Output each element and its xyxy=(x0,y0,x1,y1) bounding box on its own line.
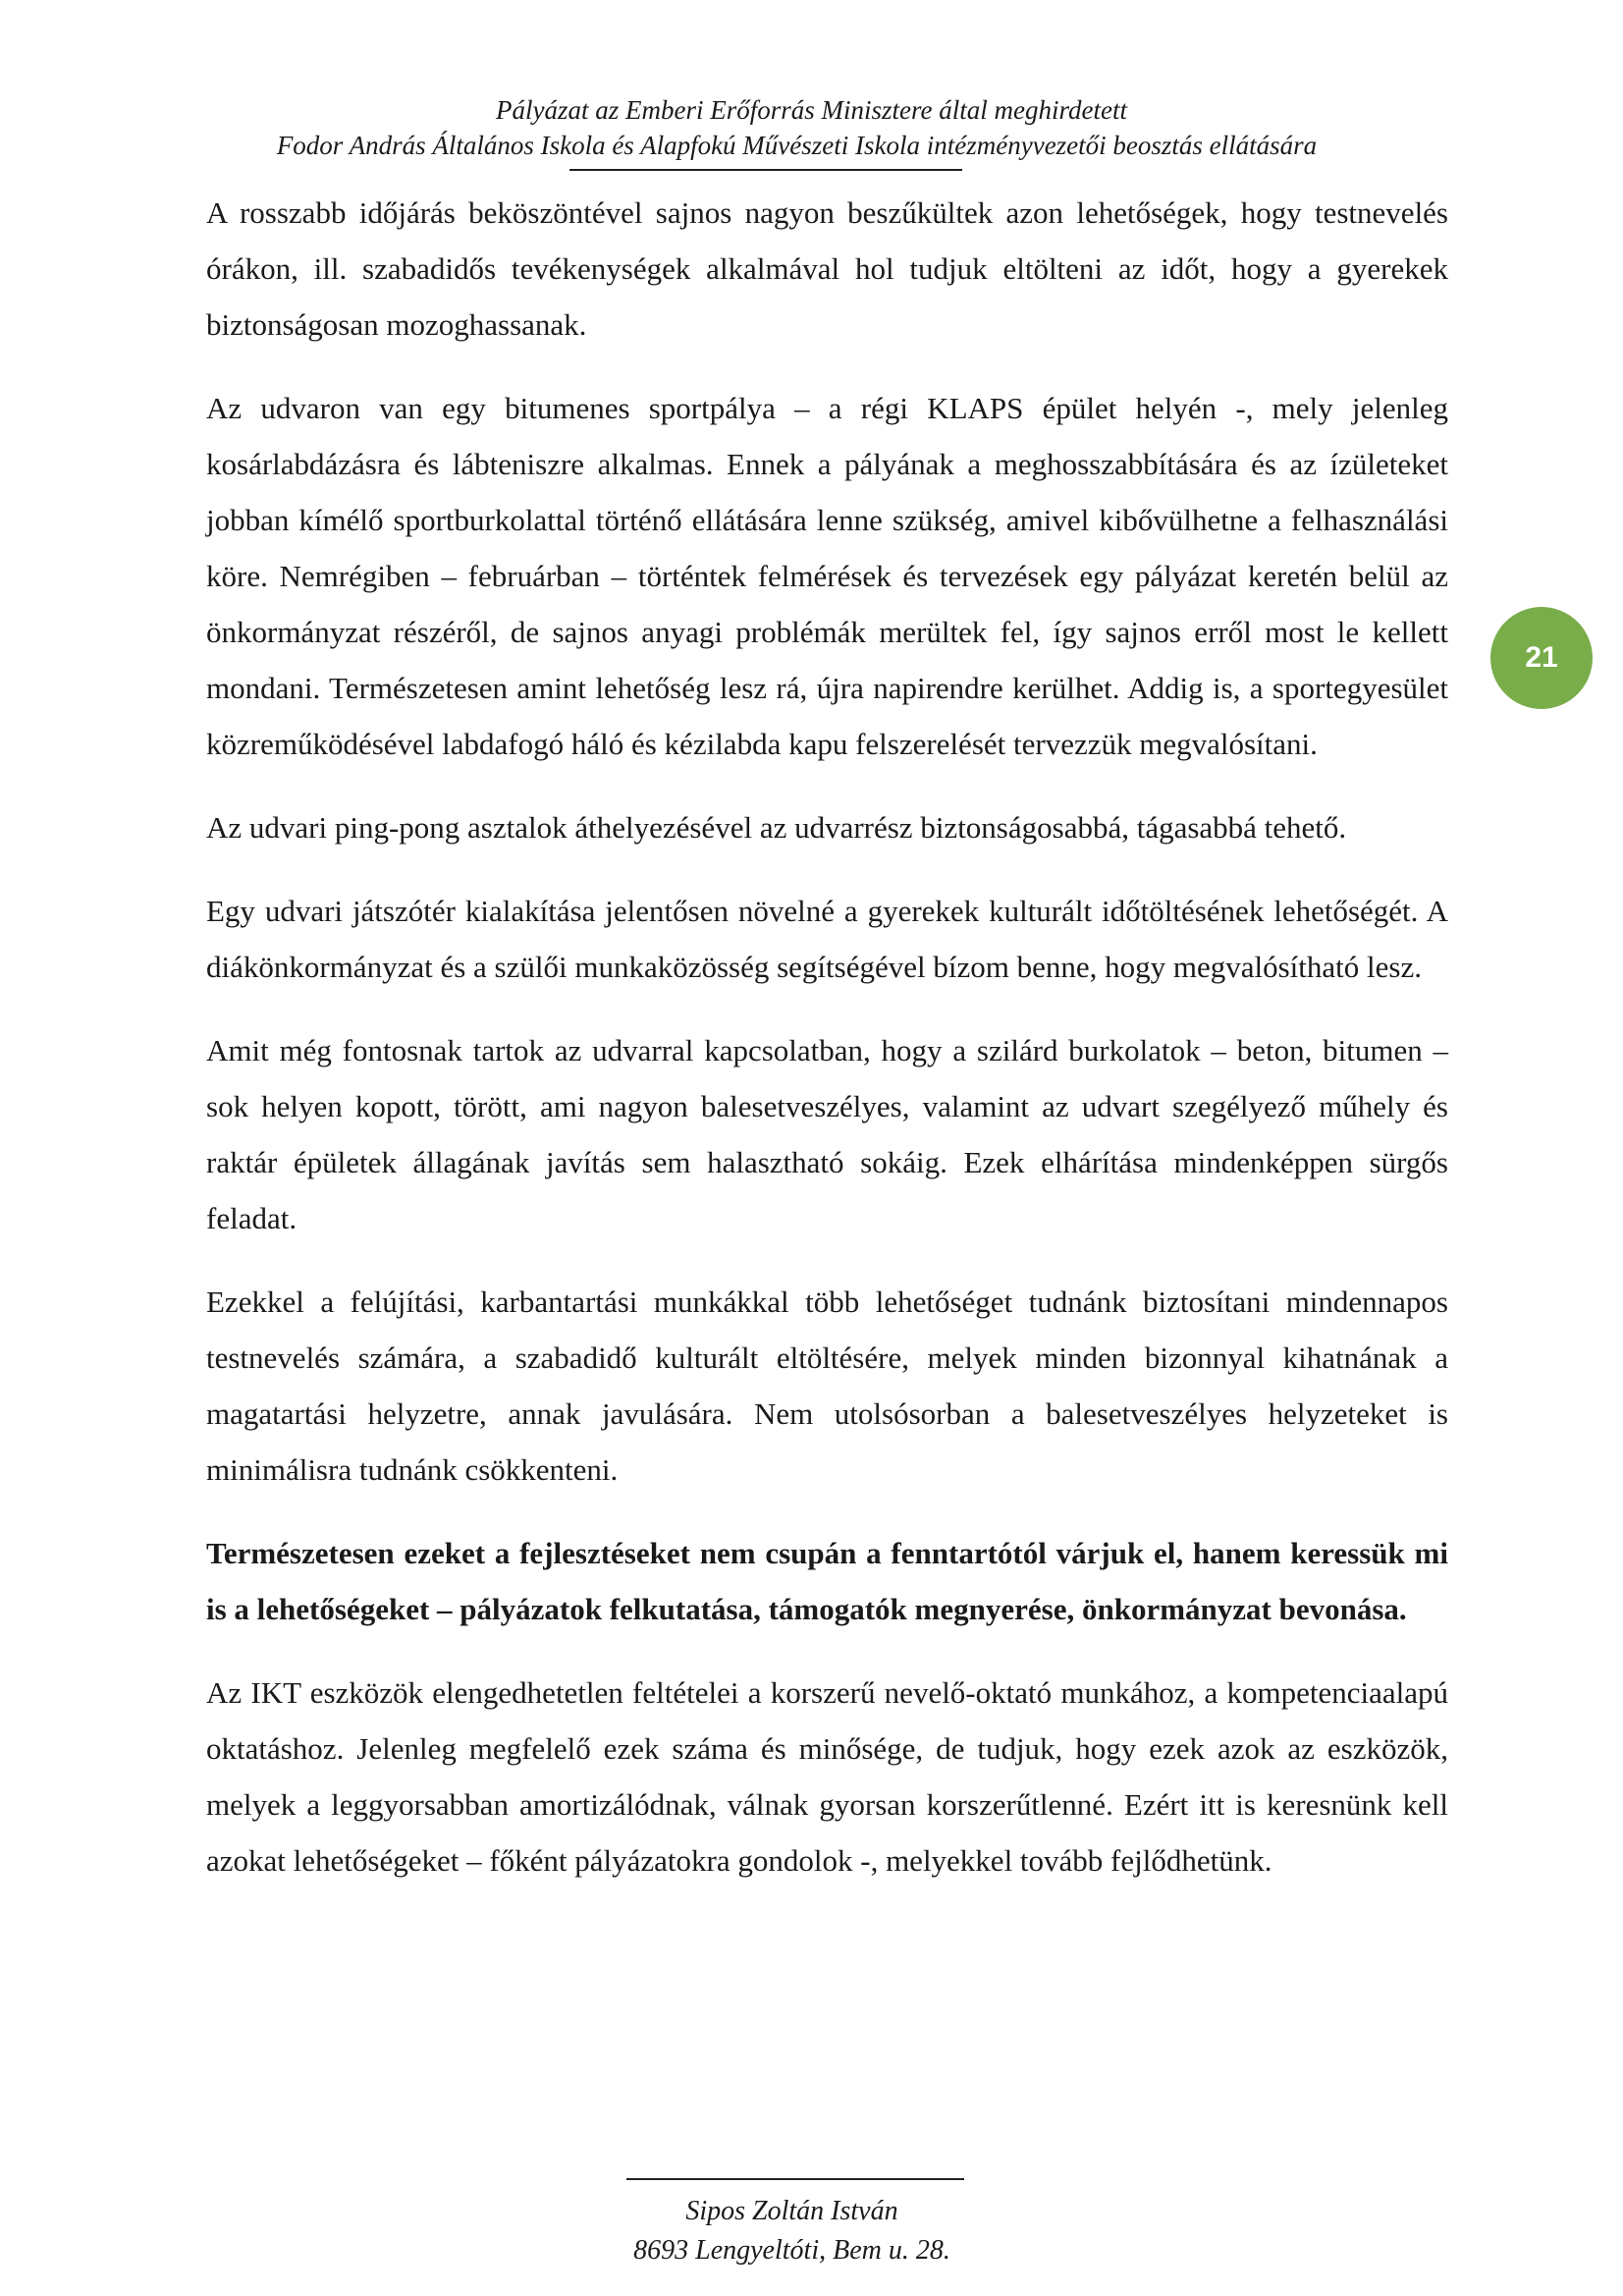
page-footer xyxy=(0,2192,1623,2270)
paragraph: Egy udvari játszótér kialakítása jelentősen növelné a gyerekek kulturált időtöltésének lehetőségét. A diákönkormányzat és a szülői munkaközösség segítségével bízom benne, hogy megvalósítható lesz. xyxy=(206,894,1448,984)
paragraph: Az udvaron van egy bitumenes sportpálya – a régi KLAPS épület helyén -, mely jelenleg kosárlabdázásra és lábteniszre alkalmas. Ennek a pályának a meghosszabbítására és az ízületeket jobban kímélő sportburkolattal történő ellátására lenne szükség, amivel kibővülhetne a felhasználási köre. Nemrégiben – februárban – történtek felmérések és tervezések egy pályázat keretén belül az önkormányzat részéről, de sajnos anyagi problémák merültek fel, így sajnos erről most le kellett mondani. Természetesen amint lehetőség lesz rá, újra napirendre kerülhet. Addig is, a sportegyesület közreműködésével labdafogó háló és kézilabda kapu felszerelését tervezzük megvalósítani. xyxy=(206,391,1448,761)
paragraph: A rosszabb időjárás beköszöntével sajnos nagyon beszűkültek azon lehetőségek, hogy testnevelés órákon, ill. szabadidős tevékenységek alkalmával hol tudjuk eltölteni az időt, hogy a gyerekek biztonságosan mozoghassanak. xyxy=(206,195,1448,342)
paragraph: Az IKT eszközök elengedhetetlen feltételei a korszerű nevelő-oktató munkához, a kompetenciaalapú oktatáshoz. Jelenleg megfelelő ezek száma és minősége, de tudjuk, hogy ezek azok az eszközök, melyek a leggyorsabban amortizálódnak, válnak gyorsan korszerűtlenné. Ezért itt is keresnünk kell azokat lehetőségeket – főként pályázatokra gondolok -, melyekkel tovább fejlődhetünk. xyxy=(206,1675,1448,1878)
footer-divider xyxy=(626,2178,964,2180)
author-address: 8693 Lengyeltóti, Bem u. 28. xyxy=(633,2235,950,2266)
header-line-1: Pályázat az Emberi Erőforrás Minisztere által meghirdetett xyxy=(496,95,1127,125)
page-header xyxy=(0,92,1623,163)
body-text xyxy=(206,185,1448,1916)
paragraph: Ezekkel a felújítási, karbantartási munkákkal több lehetőséget tudnánk biztosítani mindennapos testnevelés számára, a szabadidő kulturált eltöltésére, melyek minden bizonnyal kihatnának a magatartási helyzetre, annak javulására. Nem utolsósorban a balesetveszélyes helyzeteket is minimálisra tudnánk csökkenteni. xyxy=(206,1285,1448,1487)
header-line-2: Fodor András Általános Iskola és Alapfokú Művészeti Iskola intézményvezetői beosztás ellátására xyxy=(276,131,1318,160)
author-name: Sipos Zoltán István xyxy=(685,2196,898,2226)
header-divider xyxy=(569,169,962,171)
paragraph: Amit még fontosnak tartok az udvarral kapcsolatban, hogy a szilárd burkolatok – beton, bitumen – sok helyen kopott, törött, ami nagyon balesetveszélyes, valamint az udvart szegélyező műhely és raktár épületek állagának javítás sem halasztható sokáig. Ezek elhárítása mindenképpen sürgős feladat. xyxy=(206,1033,1448,1235)
paragraph: Az udvari ping-pong asztalok áthelyezésével az udvarrész biztonságosabbá, tágasabbá tehető. xyxy=(206,810,1347,845)
bold-paragraph: Természetesen ezeket a fejlesztéseket nem csupán a fenntartótól várjuk el, hanem keressük mi is a lehetőségeket – pályázatok felkutatása, támogatók megnyerése, önkormányzat bevonása. xyxy=(206,1536,1448,1626)
page-number-badge: 21 xyxy=(1490,607,1593,709)
